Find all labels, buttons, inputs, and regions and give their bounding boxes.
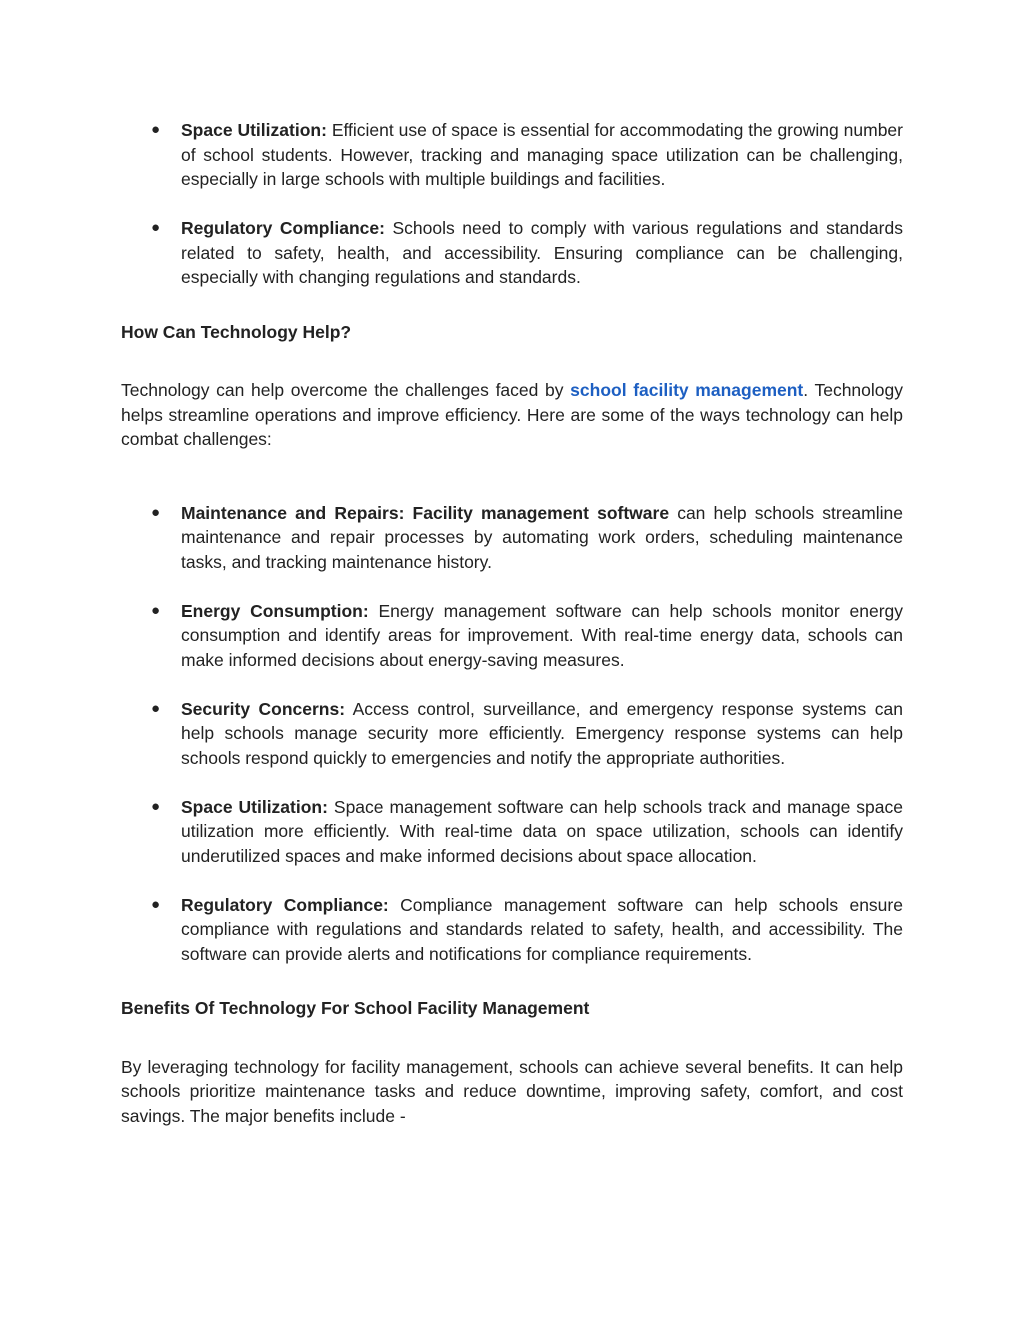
bullet-icon: ● <box>151 219 161 236</box>
item-text: Schools need to comply with various regulations and standards related to safety, health, and accessibility. Ensuring compliance can be challenging, especially with changing regulations and standards. <box>181 218 903 287</box>
list-item <box>121 697 903 771</box>
school-facility-management-link[interactable]: school facility management <box>570 380 804 400</box>
list-item <box>121 893 903 967</box>
item-title: Space Utilization: <box>181 120 327 140</box>
bullet-icon: ● <box>151 797 161 815</box>
item-text: Access control, surveillance, and emergency response systems can help schools manage security more efficiently. Emergency response systems can help schools respond quickly to emergencies and notify the appropriate authorities. <box>181 698 903 768</box>
section-heading-technology: How Can Technology Help? <box>121 321 352 342</box>
item-title: Regulatory Compliance: <box>181 894 389 915</box>
bullet-icon: ● <box>151 503 161 521</box>
item-title: Security Concerns: <box>181 698 346 719</box>
item-text: Compliance management software can help schools ensure compliance with regulations and standards related to safety, health, and accessibility. The software can provide alerts and notifications for compliance requirements. <box>181 894 903 964</box>
section-heading-benefits: Benefits Of Technology For School Facility Management <box>121 998 590 1018</box>
para-text-before: Technology can help overcome the challenges faced by <box>121 380 564 400</box>
challenges-list <box>121 118 903 290</box>
item-title: Maintenance and Repairs: Facility management software <box>181 502 670 523</box>
bullet-icon: ● <box>151 699 161 717</box>
benefits-paragraph: By leveraging technology for facility management, schools can achieve several benefits. It can help schools prioritize maintenance tasks and reduce downtime, improving safety, comfort, and cost savings. The major benefits include - <box>121 1056 903 1126</box>
document-page <box>121 118 903 1128</box>
item-text: Efficient use of space is essential for accommodating the growing number of school students. However, tracking and managing space utilization can be challenging, especially in large schools with multiple buildings and facilities. <box>181 120 903 189</box>
item-text: can help schools streamline maintenance and repair processes by automating work orders, scheduling maintenance tasks, and tracking maintenance history. <box>181 502 903 572</box>
bullet-icon: ● <box>151 895 161 913</box>
bullet-icon: ● <box>151 601 161 619</box>
para-text-after: . Technology helps streamline operations and improve efficiency. Here are some of the ways technology can help combat challenges: <box>121 380 903 449</box>
item-text: Energy management software can help schools monitor energy consumption and identify areas for improvement. With real-time energy data, schools can make informed decisions about energy-saving measures. <box>181 600 904 670</box>
list-item <box>121 795 903 869</box>
bullet-icon: ● <box>151 121 161 138</box>
list-item <box>121 118 903 192</box>
list-item <box>121 501 903 575</box>
item-text: Space management software can help schools track and manage space utilization more efficiently. With real-time data on space utilization, schools can identify underutilized spaces and make informed decisions about space allocation. <box>181 796 903 866</box>
item-title: Energy Consumption: <box>181 600 369 621</box>
list-item <box>121 599 903 673</box>
item-title: Space Utilization: <box>181 796 328 817</box>
item-title: Regulatory Compliance: <box>181 218 385 238</box>
technology-paragraph <box>121 378 903 452</box>
list-item <box>121 216 903 290</box>
solutions-list <box>121 501 903 967</box>
